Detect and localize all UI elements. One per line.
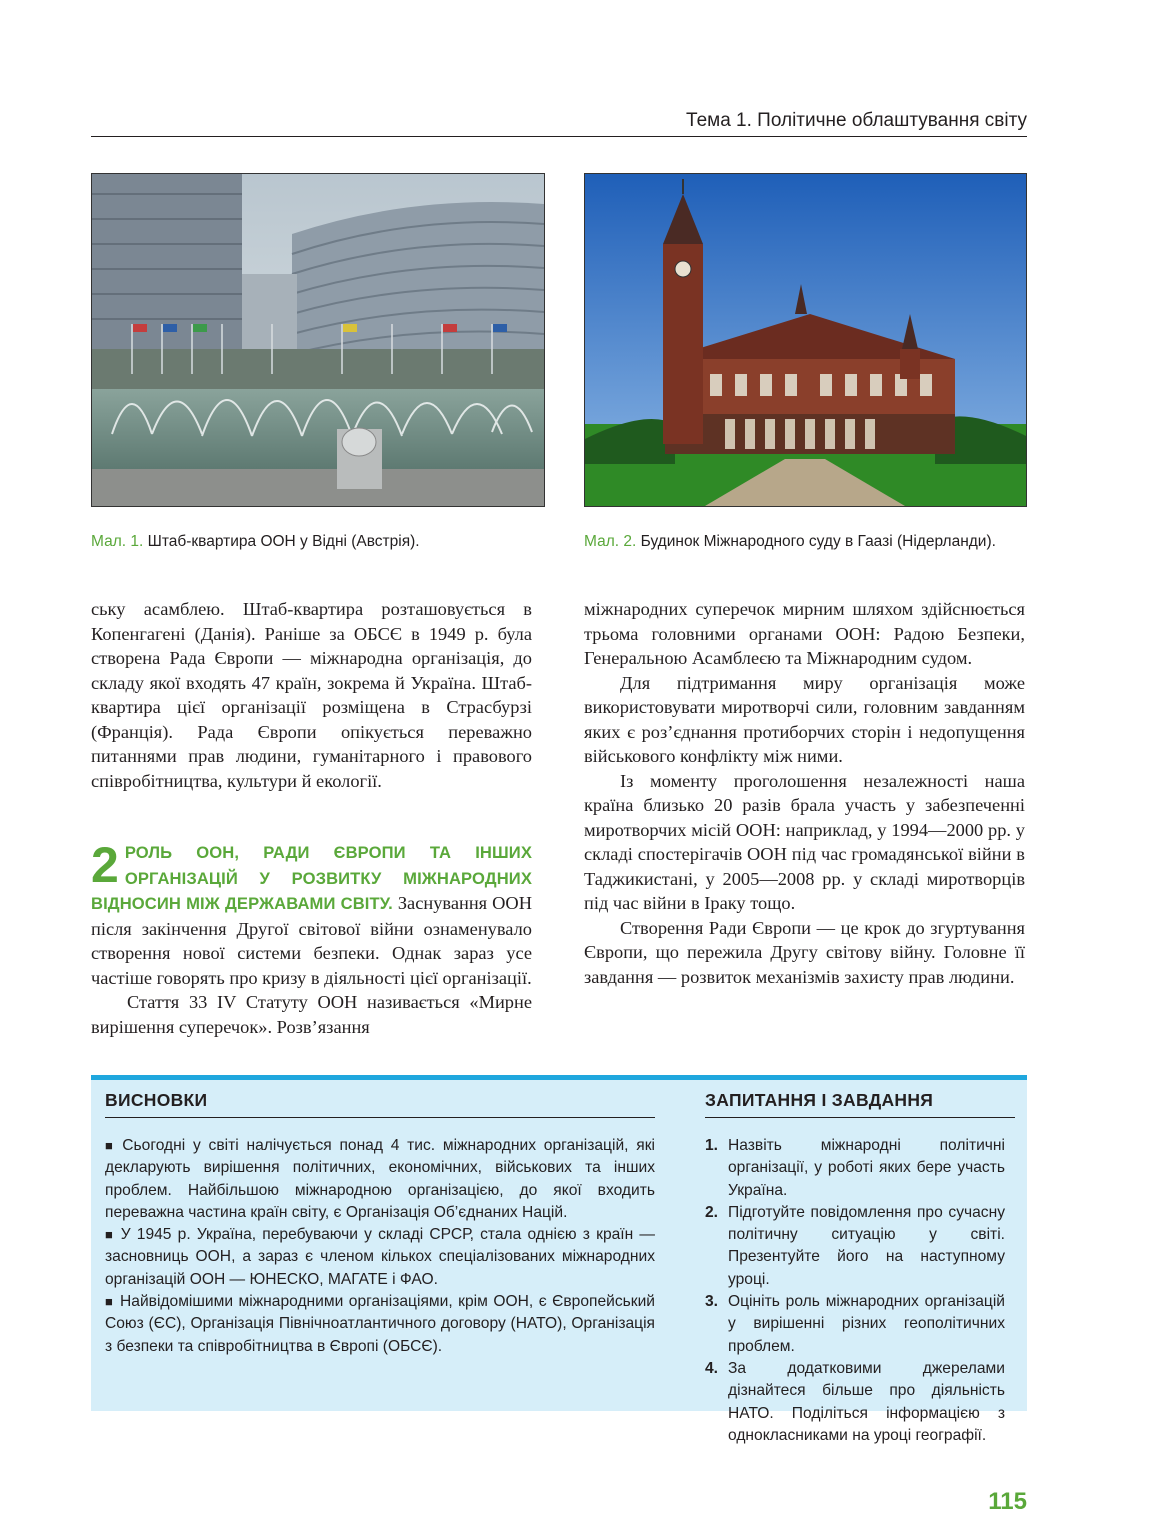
conclusions-heading: ВИСНОВКИ [105,1090,655,1118]
question-text: Підготуйте повідомлення про сучасну політичну ситуацію у світі. Презентуйте його на наступному уроці. [728,1203,1005,1288]
running-header [91,106,1027,137]
conclusion-text: У 1945 р. Україна, перебуваючи у складі СРСР, стала однією з країн — засновниць ООН, а зараз є членом кількох спеціалізованих міжнародних організацій ООН — ЮНЕСКО, МАГАТЕ і ФАО. [105,1226,656,1288]
figure-2-caption [584,533,996,551]
conclusion-text: Найвідомішими міжнародними організаціями, крім ООН, є Європейський Союз (ЄС), Організація Північноатлантичного договору (НАТО), Організація з безпеки та співробітництва в Європі (ОБСЄ). [105,1293,655,1355]
questions-list [705,1135,1005,1447]
section-lead-text: Заснування ООН після закінчення Другої світової війни ознаменувало створення нової системи безпеки. Однак зараз усе частіше говорять про кризу в діяльності цієї організації. [91,893,532,988]
figure-1-text: Штаб-квартира ООН у Відні (Австрія). [147,533,420,550]
conclusion-item [105,1135,655,1224]
question-item [705,1358,1005,1447]
questions-heading: ЗАПИТАННЯ І ЗАВДАННЯ [705,1090,1015,1118]
bullet-square-icon: ■ [105,1227,115,1243]
conclusions-list [105,1135,655,1358]
question-text: Назвіть міжнародні політичні організації, у роботі яких бере участь Україна. [728,1137,1005,1199]
right-paragraph-2: Для підтримання миру організація може використовувати миротворчі сили, головним завданням яких є роз’єднання протиборчих сторін і недопущення військового конфлікту між ними. [584,672,1025,766]
question-number: 3. [705,1293,719,1311]
summary-box [91,1075,1027,1444]
question-number: 1. [705,1137,719,1154]
figure-2-label: Мал. 2. [584,533,637,550]
left-column [91,597,532,793]
section-2 [91,837,532,1039]
section-number: 2 [91,837,119,893]
question-number: 4. [705,1359,719,1377]
photo-peace-palace-image [585,174,1026,506]
photo-un-vienna-image [92,174,544,506]
section-paragraph-2: Стаття 33 IV Статуту ООН називається «Мирне вирішення суперечок». Розв’язання [91,992,532,1037]
right-paragraph-1: міжнародних суперечок мирним шляхом здійснюється трьома головними органами ООН: Радою Безпеки, Генеральною Асамблеєю та Міжнародним судом. [584,599,1025,668]
question-text: За додатковими джерелами дізнайтеся більше про діяльність НАТО. Поділіться інформацією з однокласниками на уроці географії. [728,1359,1005,1444]
right-paragraph-4: Створення Ради Європи — це крок до згуртування Європи, що пережила Другу світову війну. Головне її завдання — розвиток механізмів захисту прав людини. [584,917,1025,987]
photo-peace-palace [584,173,1027,507]
conclusion-text: Сьогодні у світі налічується понад 4 тис. міжнародних організацій, які декларують вирішення політичних, економічних, військових та інших проблем. Найбільшою міжнародною організацією, до якої входить переважна частина країн світу, є Організація Об’єднаних Націй. [105,1137,655,1221]
photo-un-vienna [91,173,545,507]
bullet-square-icon: ■ [105,1294,115,1310]
figure-1-label: Мал. 1. [91,533,144,550]
section-title: РОЛЬ ООН, РАДИ ЄВРОПИ ТА ІНШИХ ОРГАНІЗАЦІЙ У РОЗВИТКУ МІЖНАРОДНИХ ВІДНОСИН МІЖ ДЕРЖАВАМИ СВІТУ. [91,843,532,913]
right-column [584,597,1025,989]
question-item [705,1202,1005,1291]
left-paragraph: ську асамблею. Штаб-квартира розташовується в Копенгагені (Данія). Раніше за ОБСЄ в 1949 р. була створена Рада Європи — міжнародна організація, до складу якої входять 47 країн, зокрема й Україна. Штаб-квартира цієї організації розміщена в Страсбурзі (Франція). Рада Європи опікується переважно питаннями прав людини, гуманітарного і правового співробітництва, культури й екології. [91,599,532,791]
bullet-square-icon: ■ [105,1138,117,1153]
conclusion-item [105,1291,655,1358]
conclusion-item [105,1224,655,1291]
question-item [705,1291,1005,1358]
question-item [705,1135,1005,1202]
right-paragraph-3: Із моменту проголошення незалежності наша країна близько 20 разів брала участь у забезпеченні миротворчих місій ООН: наприклад, у 1994—2000 рр. у складі спостерігачів ООН під час громадянської війни в Таджикистані, у 2005—2008 рр. у складі миротворців під час війни в Іраку тощо. [584,770,1025,913]
running-title: Тема 1. Політичне облаштування світу [686,110,1027,131]
question-text: Оцініть роль міжнародних організацій у вирішенні різних геополітичних проблем. [728,1293,1005,1355]
figure-2-text: Будинок Міжнародного суду в Гаазі (Нідерланди). [640,533,996,550]
figure-1-caption [91,533,420,551]
question-number: 2. [705,1203,719,1221]
page-number: 115 [988,1488,1027,1515]
